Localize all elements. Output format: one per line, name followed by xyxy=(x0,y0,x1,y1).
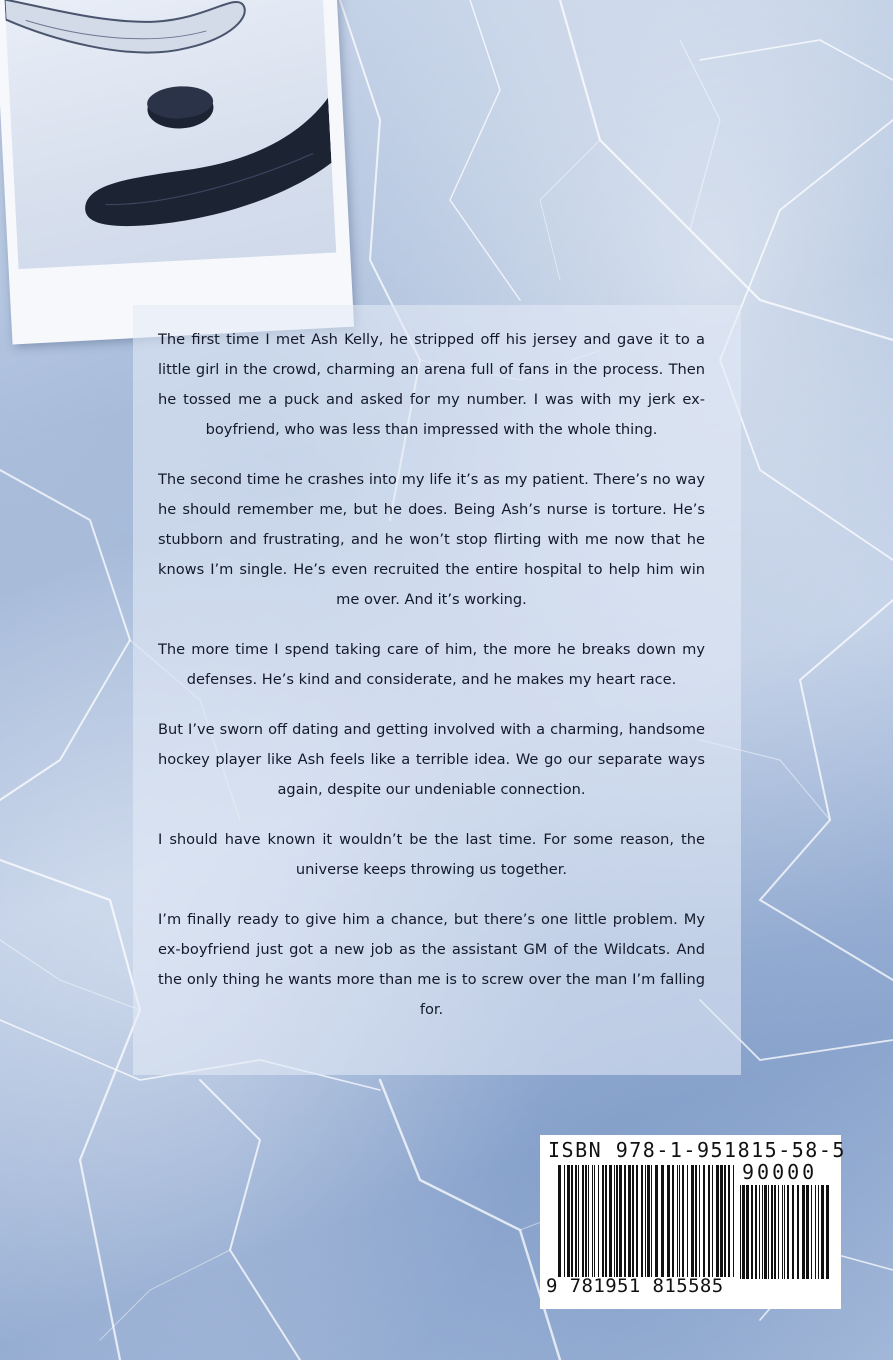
barcode-bar xyxy=(771,1185,773,1279)
blurb-paragraph: I’m finally ready to give him a chance, but there’s one little problem. My ex-boyfriend just got a new job as the assistant GM of the Wildcats. And the only thing he wants more than me is to screw over the man I’m falling for. xyxy=(158,911,705,1018)
barcode-bar xyxy=(733,1165,734,1277)
barcode-bar xyxy=(792,1185,794,1279)
barcode-bar xyxy=(677,1165,678,1277)
barcode-bar xyxy=(784,1185,785,1279)
barcode-bar xyxy=(759,1185,760,1279)
barcode-bar xyxy=(762,1185,763,1279)
barcode-bar xyxy=(602,1165,604,1277)
barcode-bar xyxy=(672,1165,674,1277)
barcode-bar xyxy=(616,1165,618,1277)
barcode-bar xyxy=(632,1165,634,1277)
barcode-bar xyxy=(821,1185,824,1279)
barcode-bar xyxy=(667,1165,670,1277)
barcode-bar xyxy=(708,1165,710,1277)
barcode-bar xyxy=(806,1185,809,1279)
barcode-bar xyxy=(826,1185,829,1279)
isbn-barcode xyxy=(540,1135,846,1309)
price-addon-number: 90000 xyxy=(742,1160,818,1184)
blurb-paragraph: The second time he crashes into my life it’s as my patient. There’s no way he should remember me, but he does. Being Ash’s nurse is torture. He’s stubborn and frustrating, and he won’t stop flirting with me now that he knows I’m single. He’s even recruited the entire hospital to help him win me over. And it’s working. xyxy=(158,471,705,608)
barcode-bar xyxy=(728,1165,730,1277)
barcode-bar xyxy=(687,1165,688,1277)
barcode-bar xyxy=(751,1185,753,1279)
barcode-bar xyxy=(594,1165,595,1277)
barcode-bar xyxy=(564,1165,565,1277)
barcode-bar xyxy=(712,1165,713,1277)
barcode-bar xyxy=(740,1185,741,1279)
barcode-bar xyxy=(768,1185,769,1279)
barcode-bar xyxy=(614,1165,615,1277)
ean-barcode-bars xyxy=(558,1165,736,1277)
barcode-bar xyxy=(755,1185,757,1279)
addon-barcode-bars xyxy=(740,1185,832,1279)
book-blurb xyxy=(158,325,705,1045)
barcode-bar xyxy=(588,1165,589,1277)
ean-number: 9 781951 815585 xyxy=(546,1275,724,1297)
barcode-bar xyxy=(647,1165,650,1277)
barcode-bar xyxy=(578,1165,579,1277)
barcode-bar xyxy=(782,1185,783,1279)
barcode-bar xyxy=(575,1165,577,1277)
barcode-bar xyxy=(651,1165,652,1277)
barcode-bar xyxy=(628,1165,631,1277)
barcode-bar xyxy=(592,1165,593,1277)
barcode-bar xyxy=(724,1165,726,1277)
barcode-bar xyxy=(818,1185,819,1279)
barcode-bar xyxy=(691,1165,694,1277)
barcode-bar xyxy=(695,1165,697,1277)
barcode-bar xyxy=(746,1185,749,1279)
barcode-bar xyxy=(598,1165,599,1277)
barcode-bar xyxy=(703,1165,705,1277)
barcode-bar xyxy=(571,1165,573,1277)
barcode-bar xyxy=(624,1165,626,1277)
barcode-bar xyxy=(815,1185,816,1279)
barcode-bar xyxy=(605,1165,607,1277)
barcode-bar xyxy=(585,1165,587,1277)
hockey-stick-puck-icon xyxy=(5,0,337,269)
barcode-bar xyxy=(679,1165,680,1277)
barcode-bar xyxy=(682,1165,684,1277)
barcode-bar xyxy=(699,1165,700,1277)
barcode-bar xyxy=(655,1165,658,1277)
barcode-bar xyxy=(636,1165,638,1277)
isbn-label: ISBN 978-1-951815-58-5 xyxy=(548,1138,846,1162)
blurb-paragraph: The first time I met Ash Kelly, he stripped off his jersey and gave it to a little girl in the crowd, charming an arena full of fans in the process. Then he tossed me a puck and asked for my number. I was with my jerk ex-boyfriend, who was less than impressed with the whole thing. xyxy=(158,331,705,438)
barcode-bar xyxy=(797,1185,799,1279)
barcode-bar xyxy=(641,1165,643,1277)
barcode-bar xyxy=(619,1165,622,1277)
barcode-bar xyxy=(609,1165,612,1277)
barcode-bar xyxy=(778,1185,779,1279)
barcode-bar xyxy=(720,1165,723,1277)
blurb-paragraph: I should have known it wouldn’t be the last time. For some reason, the universe keeps throwing us together. xyxy=(158,831,705,878)
barcode-bar xyxy=(787,1185,789,1279)
barcode-bar xyxy=(811,1185,812,1279)
blurb-paragraph: The more time I spend taking care of him, the more he breaks down my defenses. He’s kind and considerate, and he makes my heart race. xyxy=(158,641,705,688)
barcode-bar xyxy=(567,1165,570,1277)
hockey-photo xyxy=(0,0,354,345)
barcode-bar xyxy=(742,1185,745,1279)
barcode-bar xyxy=(716,1165,719,1277)
barcode-bar xyxy=(582,1165,584,1277)
barcode-bar xyxy=(645,1165,646,1277)
blurb-paragraph: But I’ve sworn off dating and getting involved with a charming, handsome hockey player like Ash feels like a terrible idea. We go our separate ways again, despite our undeniable connection. xyxy=(158,721,705,798)
barcode-bar xyxy=(661,1165,664,1277)
barcode-bar xyxy=(802,1185,805,1279)
barcode-bar xyxy=(774,1185,776,1279)
barcode-bar xyxy=(764,1185,767,1279)
barcode-bar xyxy=(558,1165,561,1277)
